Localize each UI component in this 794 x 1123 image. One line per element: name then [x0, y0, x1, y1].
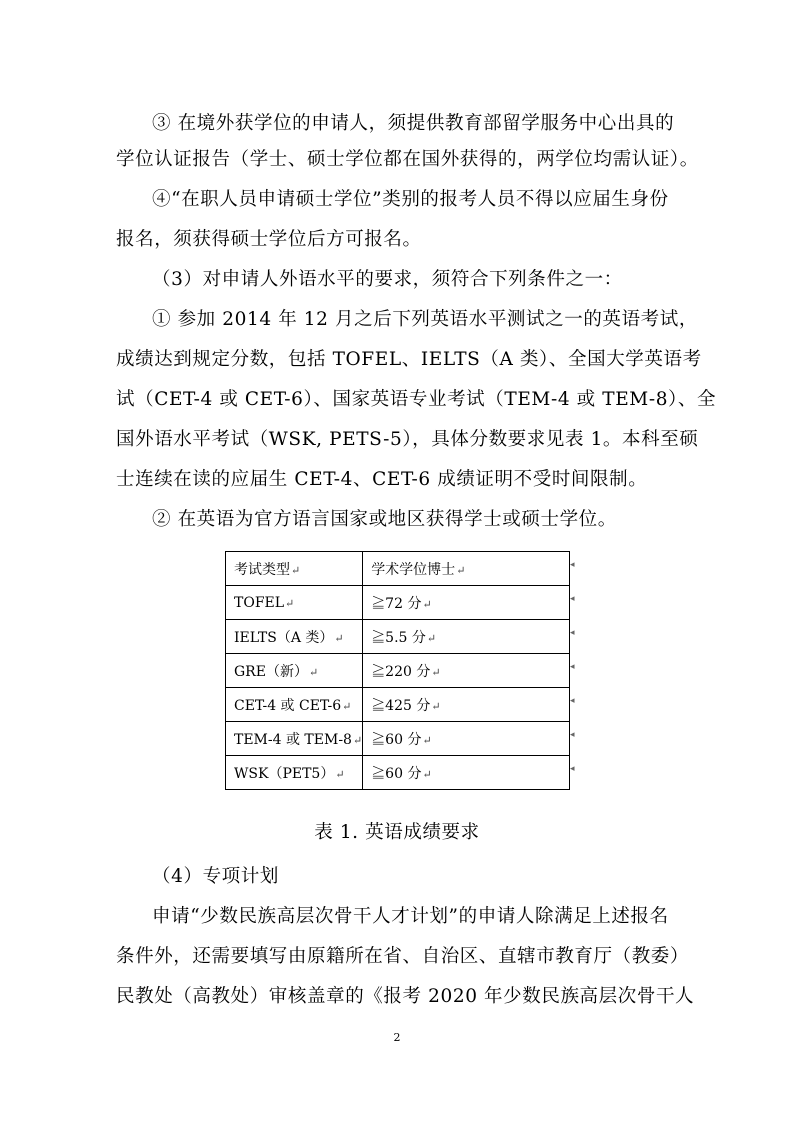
- paragraph-line-3: ④“在职人员申请硕士学位”类别的报考人员不得以应届生身份: [152, 189, 669, 210]
- paragraph-line-5: （3）对申请人外语水平的要求，须符合下列条件之一：: [152, 269, 623, 290]
- paragraph-line-1: ③ 在境外获学位的申请人，须提供教育部留学服务中心出具的: [152, 113, 675, 134]
- paragraph-line-9: 国外语水平考试（WSK, PETS-5），具体分数要求见表 1。本科至硕: [116, 429, 699, 450]
- row-end-mark: ◂: [570, 662, 575, 672]
- table-header-cell: 考试类型↵: [226, 552, 363, 586]
- table-cell: ≧72 分↵: [363, 586, 570, 620]
- table-cell: ≧60 分↵: [363, 722, 570, 756]
- table-caption: 表 1. 英语成绩要求: [314, 822, 480, 843]
- page-number: 2: [393, 1031, 401, 1044]
- paragraph-line-10: 士连续在读的应届生 CET-4、CET-6 成绩证明不受时间限制。: [116, 469, 648, 490]
- table-cell: ≧60 分↵: [363, 756, 570, 790]
- table-cell: ≧425 分↵: [363, 688, 570, 722]
- table-cell: TEM-4 或 TEM-8↵: [226, 722, 363, 756]
- table-cell: ≧5.5 分↵: [363, 620, 570, 654]
- table-row: [226, 688, 570, 722]
- table-row: [226, 654, 570, 688]
- paragraph-line-12: 申请“少数民族高层次骨干人才计划”的申请人除满足上述报名: [152, 906, 669, 927]
- paragraph-line-6: ① 参加 2014 年 12 月之后下列英语水平测试之一的英语考试，: [152, 309, 698, 330]
- paragraph-line-4: 报名，须获得硕士学位后方可报名。: [116, 229, 422, 250]
- table-cell: CET-4 或 CET-6↵: [226, 688, 363, 722]
- table-cell: WSK（PET5）↵: [226, 756, 363, 790]
- row-end-mark: ◂: [570, 730, 575, 740]
- table-cell: ≧220 分↵: [363, 654, 570, 688]
- paragraph-line-2: 学位认证报告（学士、硕士学位都在国外获得的，两学位均需认证）。: [116, 149, 699, 170]
- table-header-row: [226, 552, 570, 586]
- table-row: [226, 722, 570, 756]
- row-end-mark: ◂: [570, 764, 575, 774]
- paragraph-line-11: ② 在英语为官方语言国家或地区获得学士或硕士学位。: [152, 509, 617, 530]
- paragraph-line-8: 试（CET-4 或 CET-6）、国家英语专业考试（TEM-4 或 TEM-8）、全: [116, 389, 717, 410]
- table-row: [226, 620, 570, 654]
- row-end-mark: ◂: [570, 628, 575, 638]
- row-end-mark: ◂: [570, 560, 575, 570]
- row-end-mark: ◂: [570, 594, 575, 604]
- table-cell: TOFEL↵: [226, 586, 363, 620]
- section-heading: （4）专项计划: [152, 866, 279, 887]
- paragraph-line-7: 成绩达到规定分数，包括 TOFEL、IELTS（A 类）、全国大学英语考: [116, 349, 702, 370]
- english-score-table: [225, 551, 570, 790]
- table-header-cell: 学术学位博士↵: [363, 552, 570, 586]
- table-cell: IELTS（A 类）↵: [226, 620, 363, 654]
- table-row: [226, 756, 570, 790]
- paragraph-line-14: 民教处（高教处）审核盖章的《报考 2020 年少数民族高层次骨干人: [116, 986, 695, 1007]
- paragraph-line-13: 条件外，还需要填写由原籍所在省、自治区、直辖市教育厅（教委）: [116, 946, 690, 967]
- table-row: [226, 586, 570, 620]
- row-end-mark: ◂: [570, 696, 575, 706]
- table-cell: GRE（新）↵: [226, 654, 363, 688]
